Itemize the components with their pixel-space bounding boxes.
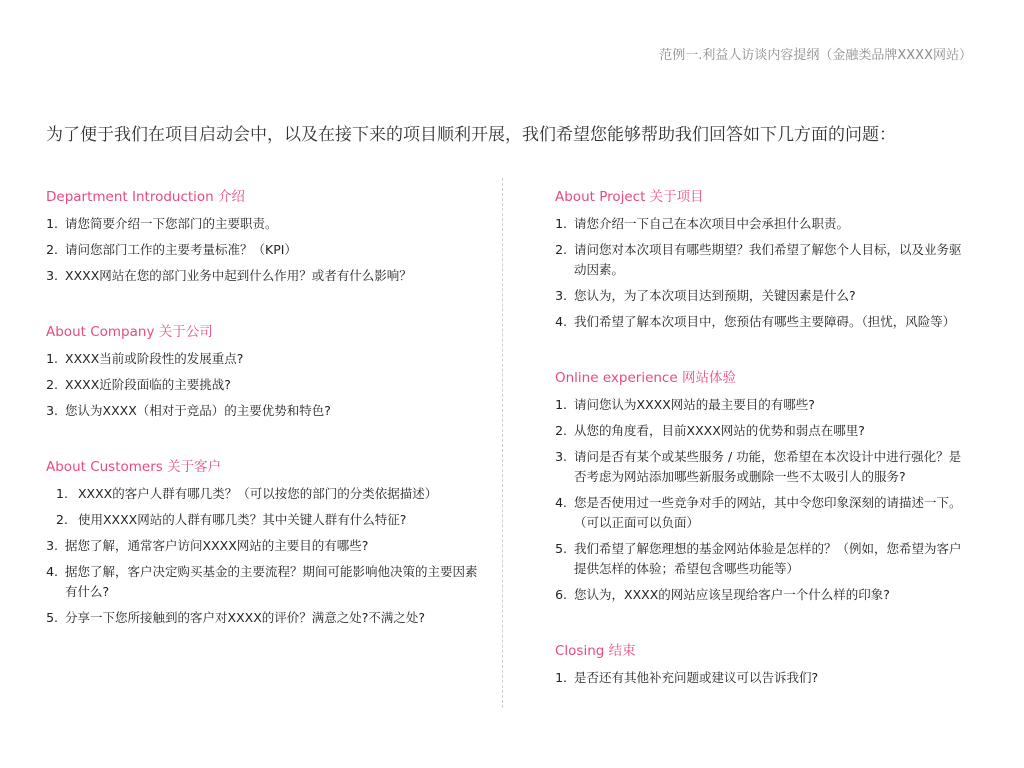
question-text: 据您了解，通常客户访问XXXX网站的主要目的有哪些? bbox=[65, 538, 369, 553]
section-title: Department Introduction 介绍 bbox=[46, 189, 246, 205]
question-item bbox=[555, 312, 965, 332]
right-column bbox=[555, 185, 965, 722]
question-text: 您认为XXXX（相对于竞品）的主要优势和特色? bbox=[65, 403, 331, 418]
question-number: 1. bbox=[555, 216, 567, 231]
question-item bbox=[555, 240, 965, 280]
question-section bbox=[555, 366, 965, 605]
question-text: XXXX网站在您的部门业务中起到什么作用？或者有什么影响？ bbox=[65, 268, 412, 283]
question-item bbox=[46, 562, 486, 602]
question-number: 6. bbox=[555, 587, 567, 602]
question-list bbox=[555, 395, 965, 605]
question-text: 请问是否有某个或某些服务 / 功能，您希望在本次设计中进行强化？是否考虑为网站添加哪些新服务或删除一些不太吸引人的服务? bbox=[574, 449, 962, 484]
question-item bbox=[555, 421, 965, 441]
question-number: 2. bbox=[555, 423, 567, 438]
question-number: 3. bbox=[46, 403, 58, 418]
question-text: 分享一下您所接触到的客户对XXXX的评价？满意之处?不满之处? bbox=[65, 610, 426, 625]
question-section bbox=[46, 320, 486, 421]
intro-heading: 为了便于我们在项目启动会中，以及在接下来的项目顺利开展，我们希望您能够帮助我们回答如下几方面的问题： bbox=[46, 125, 896, 145]
section-title: About Project 关于项目 bbox=[555, 189, 704, 205]
question-item bbox=[46, 484, 486, 504]
left-column bbox=[46, 185, 486, 662]
question-number: 2. bbox=[46, 377, 58, 392]
question-text: 请问您认为XXXX网站的最主要目的有哪些? bbox=[574, 397, 815, 412]
section-title: Closing 结束 bbox=[555, 643, 636, 659]
question-text: 我们希望了解本次项目中，您预估有哪些主要障碍。（担忧，风险等） bbox=[574, 314, 956, 329]
question-number: 5. bbox=[46, 610, 58, 625]
question-number: 1. bbox=[46, 351, 58, 366]
question-item bbox=[555, 447, 965, 487]
section-title: About Customers 关于客户 bbox=[46, 459, 222, 475]
question-text: 请您简要介绍一下您部门的主要职责。 bbox=[65, 216, 278, 231]
question-number: 3. bbox=[555, 449, 567, 464]
question-item bbox=[46, 214, 486, 234]
question-text: XXXX的客户人群有哪几类？（可以按您的部门的分类依据描述） bbox=[77, 486, 438, 501]
question-number: 4. bbox=[46, 564, 58, 579]
question-text: 请问您对本次项目有哪些期望？我们希望了解您个人目标，以及业务驱动因素。 bbox=[574, 242, 962, 277]
question-list bbox=[555, 668, 965, 688]
question-number: 1. bbox=[555, 397, 567, 412]
question-item bbox=[555, 585, 965, 605]
question-text: 请您介绍一下自己在本次项目中会承担什么职责。 bbox=[574, 216, 850, 231]
question-text: 您认为，XXXX的网站应该呈现给客户一个什么样的印象? bbox=[574, 587, 890, 602]
question-item bbox=[555, 539, 965, 579]
question-number: 3. bbox=[555, 288, 567, 303]
question-number: 5. bbox=[555, 541, 567, 556]
question-text: 使用XXXX网站的人群有哪几类？其中关键人群有什么特征? bbox=[77, 512, 407, 527]
question-item bbox=[555, 395, 965, 415]
question-number: 3. bbox=[46, 268, 58, 283]
question-number: 2. bbox=[56, 512, 68, 527]
question-item bbox=[555, 493, 965, 533]
question-number: 3. bbox=[46, 538, 58, 553]
question-item bbox=[555, 286, 965, 306]
question-section bbox=[46, 185, 486, 286]
section-title: About Company 关于公司 bbox=[46, 324, 213, 340]
question-text: 据您了解，客户决定购买基金的主要流程？期间可能影响他决策的主要因素有什么? bbox=[65, 564, 478, 599]
question-item bbox=[555, 668, 965, 688]
question-list bbox=[46, 214, 486, 286]
question-number: 2. bbox=[555, 242, 567, 257]
question-number: 4. bbox=[555, 314, 567, 329]
question-item bbox=[46, 375, 486, 395]
column-divider bbox=[502, 178, 503, 708]
question-text: 是否还有其他补充问题或建议可以告诉我们? bbox=[574, 670, 819, 685]
question-text: 您认为，为了本次项目达到预期，关键因素是什么? bbox=[574, 288, 856, 303]
question-item bbox=[46, 266, 486, 286]
question-item bbox=[555, 214, 965, 234]
question-section bbox=[46, 455, 486, 628]
question-item bbox=[46, 240, 486, 260]
question-list bbox=[46, 349, 486, 421]
question-item bbox=[46, 536, 486, 556]
question-list bbox=[46, 484, 486, 628]
question-number: 1. bbox=[555, 670, 567, 685]
question-text: XXXX当前或阶段性的发展重点? bbox=[65, 351, 244, 366]
section-title: Online experience 网站体验 bbox=[555, 370, 736, 386]
question-text: XXXX近阶段面临的主要挑战? bbox=[65, 377, 231, 392]
question-text: 我们希望了解您理想的基金网站体验是怎样的？（例如，您希望为客户提供怎样的体验；希望包含哪些功能等） bbox=[574, 541, 962, 576]
question-list bbox=[555, 214, 965, 332]
question-item bbox=[46, 349, 486, 369]
question-item bbox=[46, 401, 486, 421]
question-section bbox=[555, 185, 965, 332]
question-item bbox=[46, 510, 486, 530]
document-caption: 范例一.利益人访谈内容提纲（金融类品牌XXXX网站） bbox=[659, 48, 972, 63]
question-number: 2. bbox=[46, 242, 58, 257]
question-text: 您是否使用过一些竞争对手的网站，其中令您印象深刻的请描述一下。（可以正面可以负面） bbox=[574, 495, 962, 530]
question-text: 从您的角度看，目前XXXX网站的优势和弱点在哪里? bbox=[574, 423, 865, 438]
question-item bbox=[46, 608, 486, 628]
question-section bbox=[555, 639, 965, 688]
question-number: 1. bbox=[46, 216, 58, 231]
question-number: 4. bbox=[555, 495, 567, 510]
question-text: 请问您部门工作的主要考量标准？（KPI） bbox=[65, 242, 297, 257]
question-number: 1. bbox=[56, 486, 68, 501]
